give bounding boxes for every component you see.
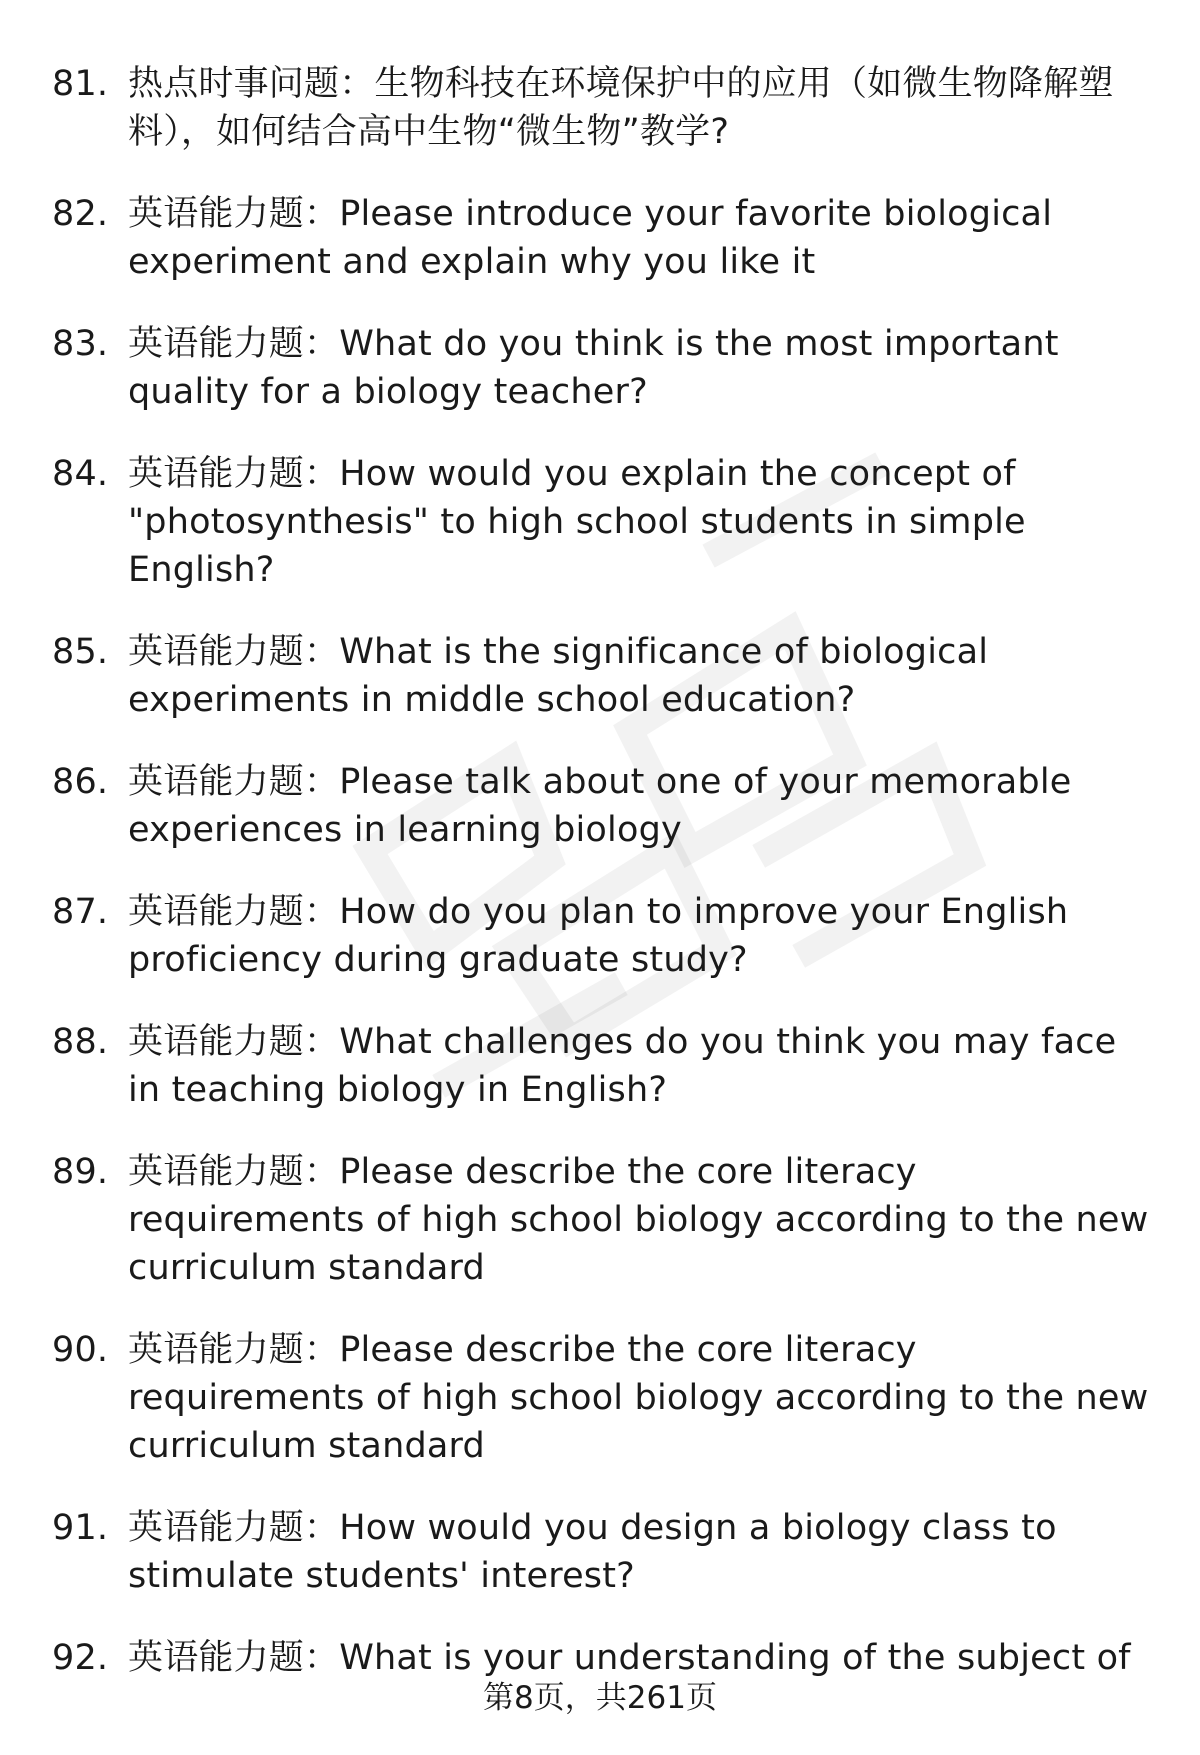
question-item	[52, 628, 1152, 724]
question-number: 87.	[52, 892, 109, 932]
question-item	[52, 758, 1152, 854]
question-text: 英语能力题：How do you plan to improve your English proficiency during graduate study?	[128, 892, 1069, 980]
question-item	[52, 1326, 1152, 1470]
question-text: 英语能力题：Please describe the core literacy requirements of high school biology according to the new curriculum standard	[128, 1330, 1149, 1466]
question-text: 英语能力题：Please talk about one of your memorable experiences in learning biology	[128, 762, 1072, 850]
page-indicator: 第8页，共261页	[483, 1680, 717, 1716]
question-number: 84.	[52, 454, 109, 494]
question-text: 英语能力题：What is the significance of biological experiments in middle school education?	[128, 632, 989, 720]
question-number: 89.	[52, 1152, 109, 1192]
question-text: 英语能力题：How would you design a biology class to stimulate students' interest?	[128, 1508, 1057, 1596]
question-text: 英语能力题：What is your understanding of the subject of	[128, 1638, 1131, 1678]
question-number: 83.	[52, 324, 109, 364]
question-number: 82.	[52, 194, 109, 234]
question-text: 英语能力题：Please describe the core literacy requirements of high school biology according to the new curriculum standard	[128, 1152, 1149, 1288]
question-text: 热点时事问题：生物科技在环境保护中的应用（如微生物降解塑料），如何结合高中生物“微生物”教学?	[128, 64, 1114, 152]
question-text: 英语能力题：What challenges do you think you may face in teaching biology in English?	[128, 1022, 1117, 1110]
question-number: 91.	[52, 1508, 109, 1548]
question-item	[52, 1634, 1152, 1682]
question-item	[52, 1148, 1152, 1292]
question-list	[52, 60, 1152, 1716]
question-item	[52, 888, 1152, 984]
question-item	[52, 320, 1152, 416]
question-item	[52, 60, 1152, 156]
question-number: 81.	[52, 64, 109, 104]
question-number: 85.	[52, 632, 109, 672]
question-item	[52, 1018, 1152, 1114]
question-number: 86.	[52, 762, 109, 802]
question-text: 英语能力题：Please introduce your favorite biological experiment and explain why you like it	[128, 194, 1053, 282]
question-item	[52, 190, 1152, 286]
question-number: 92.	[52, 1638, 109, 1678]
question-text: 英语能力题：What do you think is the most important quality for a biology teacher?	[128, 324, 1059, 412]
question-number: 90.	[52, 1330, 109, 1370]
question-number: 88.	[52, 1022, 109, 1062]
question-item	[52, 1504, 1152, 1600]
question-item	[52, 450, 1152, 594]
question-text: 英语能力题：How would you explain the concept of "photosynthesis" to high school students in simple English?	[128, 454, 1026, 590]
